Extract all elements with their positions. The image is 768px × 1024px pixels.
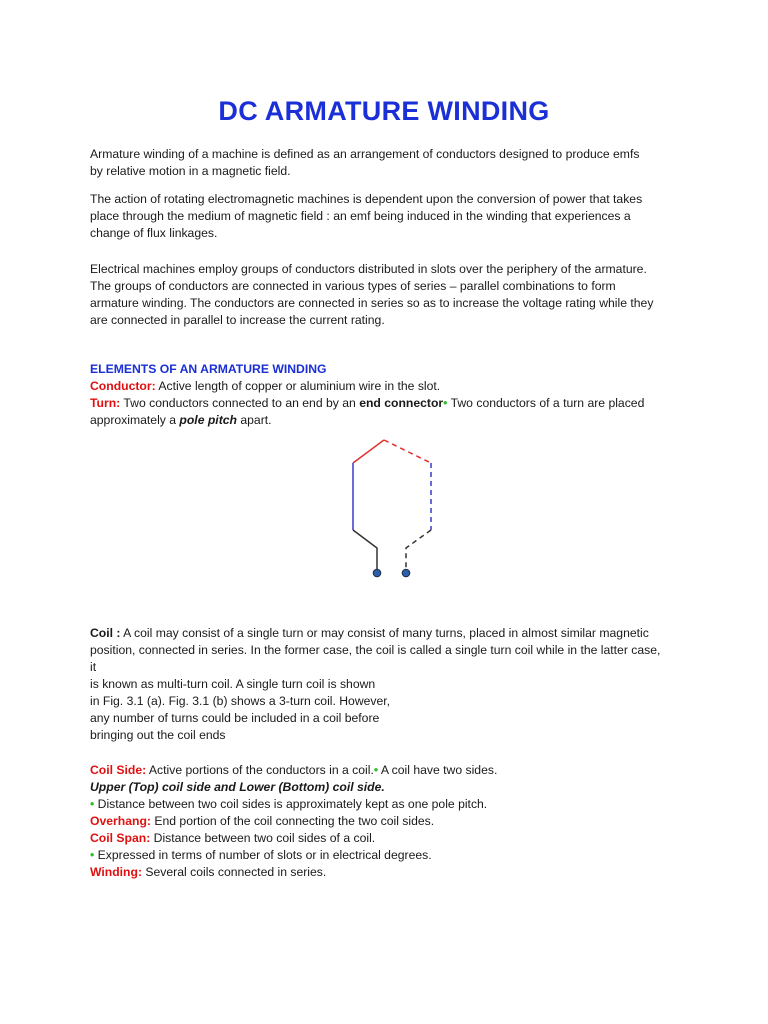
winding-definition [90,864,690,881]
intro-paragraph-3 [90,261,690,329]
turn-definition-cont [90,412,690,429]
coil-span-text: Distance between two coil sides of a coil. [150,831,376,845]
intro-paragraph-2 [90,191,690,242]
coil-side-distance [90,796,690,813]
text-line: by relative motion in a magnetic field. [90,164,291,178]
turn-text-3: approximately a [90,413,180,427]
text-line: position, connected in series. In the former case, the coil is called a single turn coil while in the latter case, [90,643,661,657]
text-line: it [90,660,97,674]
bullet-marker: • [443,396,448,410]
turn-text-4: apart. [236,413,272,427]
text-line: Armature winding of a machine is defined as an arrangement of conductors designed to produce emfs [90,147,640,161]
coil-lead-left [353,530,377,570]
coil-definition [90,625,690,744]
text-line: in Fig. 3.1 (a). Fig. 3.1 (b) shows a 3-turn coil. However, [90,694,391,708]
coil-text: A coil may consist of a single turn or may consist of many turns, placed in almost similar magnetic [120,626,649,640]
upper-lower-coil-side: Upper (Top) coil side and Lower (Bottom) coil side. [90,780,385,794]
text-line: bringing out the coil ends [90,728,226,742]
coil-side-term: Coil Side: [90,763,147,777]
text-line: is known as multi-turn coil. A single turn coil is shown [90,677,376,691]
bullet-marker: • [90,848,95,862]
coil-span-expressed [90,847,690,864]
coil-term: Coil : [90,626,121,640]
pole-pitch-term: pole pitch [179,413,237,427]
text-line: The action of rotating electromagnetic machines is dependent upon the conversion of power that takes [90,192,643,206]
coil-side-text: Active portions of the conductors in a coil. [146,763,374,777]
text-line: Electrical machines employ groups of conductors distributed in slots over the periphery of the armature. [90,262,647,276]
section-heading: ELEMENTS OF AN ARMATURE WINDING [90,362,327,376]
coil-span-term: Coil Span: [90,831,151,845]
conductor-definition [90,378,690,395]
overhang-term: Overhang: [90,814,151,828]
coil-terms-block [90,762,690,881]
terminal-right [402,569,410,577]
end-connector-term: end connector [359,396,444,410]
bullet-marker: • [90,797,95,811]
distance-text: Distance between two coil sides is approximately kept as one pole pitch. [94,797,488,811]
text-line: change of flux linkages. [90,226,218,240]
conductor-text: Active length of copper or aluminium wire in the slot. [155,379,441,393]
turn-term: Turn: [90,396,121,410]
winding-term: Winding: [90,865,143,879]
single-turn-coil-diagram [340,430,440,590]
bullet-marker: • [373,763,379,777]
conductor-term: Conductor: [90,379,156,393]
text-line [90,625,690,642]
turn-definition [90,395,690,412]
overhang-text: End portion of the coil connecting the two coil sides. [150,814,435,828]
overhang-definition [90,813,690,830]
intro-paragraph-1 [90,146,690,180]
text-line: any number of turns could be included in a coil before [90,711,380,725]
text-line: place through the medium of magnetic field : an emf being induced in the winding that experiences a [90,209,631,223]
page-title: DC ARMATURE WINDING [218,96,550,126]
coil-lead-right [406,530,431,570]
coil-span-definition [90,830,690,847]
elements-block [90,378,690,429]
text-line: armature winding. The conductors are connected in series so as to increase the voltage rating while they [90,296,654,310]
coil-overhang-solid [353,440,384,463]
coil-side-text-2: A coil have two sides. [378,763,498,777]
coil-side-definition [90,762,690,779]
winding-text: Several coils connected in series. [142,865,327,879]
expressed-text: Expressed in terms of number of slots or in electrical degrees. [94,848,432,862]
terminal-left [373,569,381,577]
text-line: are connected in parallel to increase the current rating. [90,313,385,327]
coil-overhang-dashed [384,440,431,463]
turn-text-2: Two conductors of a turn are placed [450,396,645,410]
text-line: The groups of conductors are connected in various types of series – parallel combinations to form [90,279,616,293]
turn-text: Two conductors connected to an end by an [120,396,360,410]
